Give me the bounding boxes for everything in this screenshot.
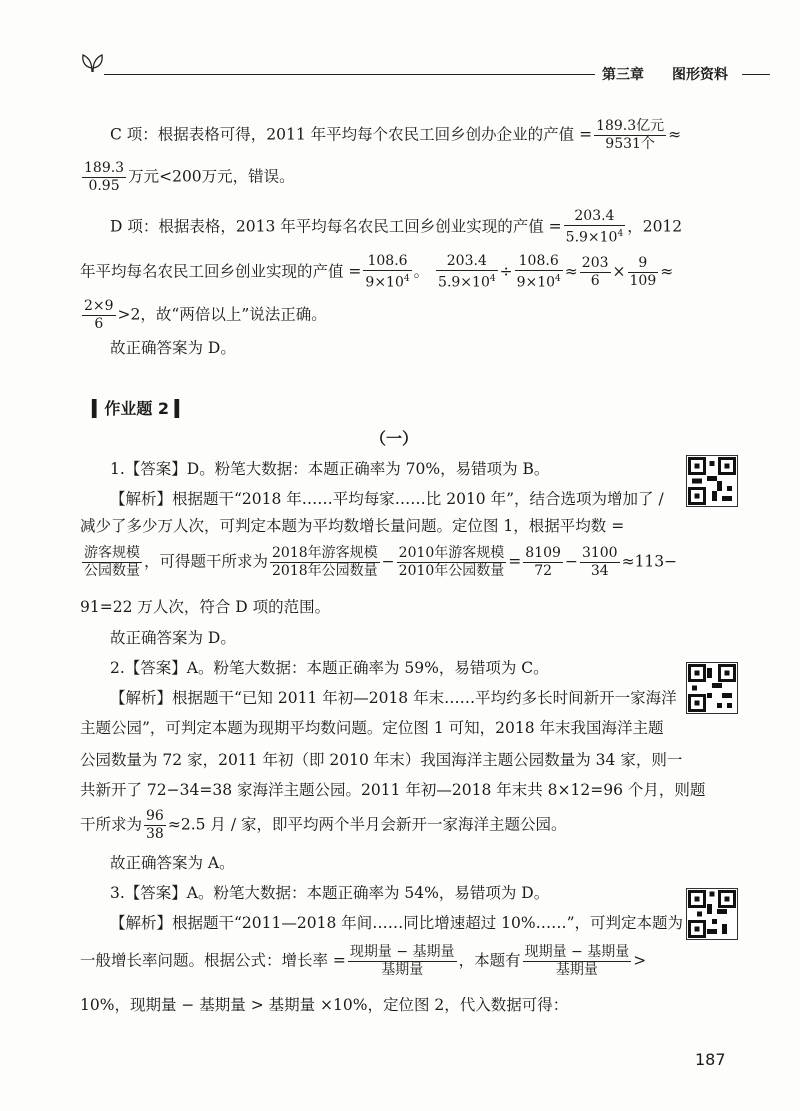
- qr-code-q1[interactable]: [686, 455, 738, 507]
- d-item-line1: D 项：根据表格，2013 年平均每名农民工回乡创业实现的产值 = $\frac{203.4}{5.9\times 10^4}$ ，2012: [110, 208, 683, 246]
- q3-line3: 一般增长率问题。根据公式：增长率 = $\frac{\text{现期量 − 基期量}}{\text{基期量}}$ ，本题有 $\frac{\text{现期量 − 基期量}}{\text{基期量}}$ >: [80, 944, 647, 978]
- leaf-icon: [78, 50, 108, 76]
- header-chapter: 第三章: [602, 67, 644, 83]
- c-item-line1: C 项：根据表格可得，2011 年平均每个农民工回乡创办企业的产值 = $\frac{\text{189.3亿元}}{\text{9531个}}$ ≈: [110, 118, 682, 152]
- q2-line2: 【解析】根据题干“已知 2011 年初—2018 年末……平均约多长时间新开一家海洋: [110, 689, 677, 707]
- qr-code-q2[interactable]: [686, 662, 738, 714]
- q1-line2: 【解析】根据题干“2018 年……平均每家……比 2010 年”，结合选项为增加了 /: [110, 490, 664, 508]
- section-title: ▍作业题 2 ▍: [92, 399, 187, 418]
- q2-line4: 公园数量为 72 家，2011 年初（即 2010 年末）我国海洋主题公园数量为 34 家，则一: [80, 751, 683, 769]
- q1-line5: 91=22 万人次，符合 D 项的范围。: [80, 598, 331, 616]
- q1-line3: 减少了多少万人次，可判定本题为平均数增长量问题。定位图 1，根据平均数 =: [80, 517, 625, 535]
- fraction: $\frac{189.3}{0.95}$: [84, 160, 125, 194]
- header-rule-right: [742, 74, 770, 75]
- fraction: $\frac{\text{189.3亿元}}{\text{9531个}}$: [596, 118, 665, 152]
- d-item-line3: $\frac{2\times 9}{6}$ >2，故“两倍以上”说法正确。: [84, 298, 327, 332]
- q1-line1: 1.【答案】D。粉笔大数据：本题正确率为 70%，易错项为 B。: [110, 460, 550, 478]
- part-label: （一）: [370, 429, 419, 448]
- q2-line3: 主题公园”，可判定本题为现期平均数问题。定位图 1 可知，2018 年末我国海洋主题: [80, 719, 664, 737]
- answer-line: 故正确答案为 D。: [110, 339, 236, 357]
- header-section: 图形资料: [672, 67, 728, 83]
- page-number: 187: [695, 1050, 726, 1069]
- qr-code-q3[interactable]: [686, 888, 738, 940]
- q2-line6: 干所求为 $\frac{96}{38}$ ≈2.5 月 / 家，即平均两个半月会新开一家海洋主题公园。: [80, 808, 567, 842]
- fraction: $\frac{203.4}{5.9\times 10^4}$: [565, 208, 624, 246]
- q3-line1: 3.【答案】A。粉笔大数据：本题正确率为 54%，易错项为 D。: [110, 884, 550, 902]
- q2-line5: 共新开了 72−34=38 家海洋主题公园。2011 年初—2018 年末共 8×12=96 个月，则题: [80, 781, 706, 799]
- c-item-line2: $\frac{189.3}{0.95}$ 万元<200万元，错误。: [84, 160, 295, 194]
- q2-answer: 故正确答案为 A。: [110, 854, 235, 872]
- q3-line4: 10%，现期量 − 基期量 > 基期量 ×10%，定位图 2，代入数据可得：: [80, 996, 569, 1014]
- q1-line4: $\frac{\text{游客规模}}{\text{公园数量}}$ ，可得题干所求为 $\frac{\text{2018年游客规模}}{\text{2018年公园数量}}$ − $\frac{\text{2010年游客规模}}{\text{2010年公园数量}}$ = $\frac{8109}{72}$ − $\frac{3100}{34}$ ≈113−: [84, 545, 678, 579]
- header-rule: [104, 74, 595, 75]
- q1-answer: 故正确答案为 D。: [110, 629, 236, 647]
- d-item-line2: 年平均每名农民工回乡创业实现的产值 = $\frac{108.6}{9\times 10^4}$ 。 $\frac{203.4}{5.9\times 10^4}$ ÷ $\frac{108.6}{9\times 10^4}$ ≈ $\frac{203}{6}$ × $\frac{9}{109}$ ≈: [80, 253, 674, 291]
- q2-line1: 2.【答案】A。粉笔大数据：本题正确率为 59%，易错项为 C。: [110, 659, 549, 677]
- q3-line2: 【解析】根据题干“2011—2018 年间……同比增速超过 10%……”，可判定本题为: [110, 914, 684, 932]
